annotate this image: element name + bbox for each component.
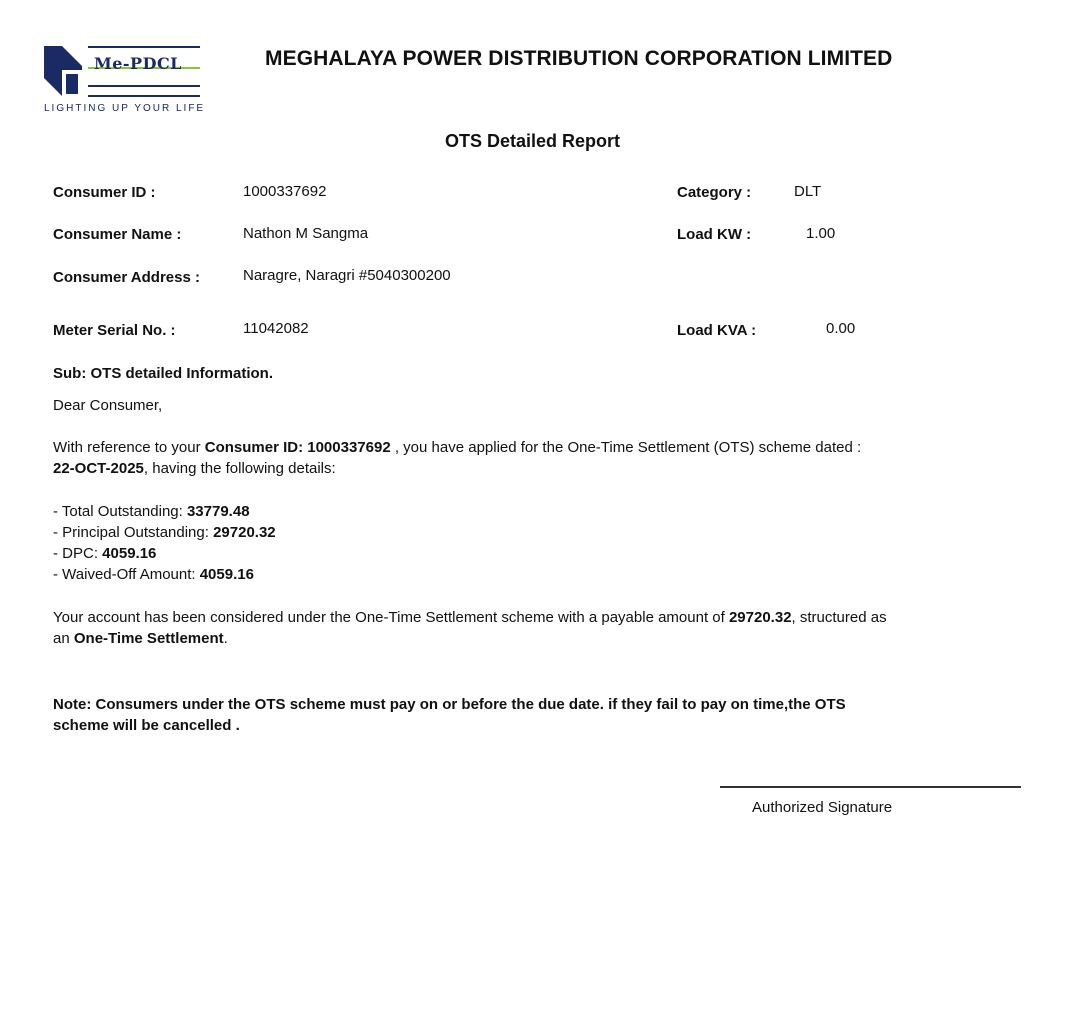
list-item-value: 33779.48 bbox=[186, 503, 250, 520]
logo-tagline: LIGHTING UP YOUR LIFE bbox=[44, 103, 206, 114]
list-item-label: - DPC: bbox=[53, 545, 103, 562]
consumer-name-value: Nathon M Sangma bbox=[243, 225, 369, 242]
account-end: . bbox=[223, 630, 228, 647]
list-item-label: - Waived-Off Amount: bbox=[53, 566, 200, 583]
account-line2-prefix: an bbox=[53, 630, 74, 647]
list-item-principal bbox=[53, 522, 276, 543]
note-paragraph bbox=[53, 694, 846, 736]
account-paragraph bbox=[53, 607, 1053, 649]
authorized-signature-label: Authorized Signature bbox=[752, 799, 893, 816]
settlement-type: One-Time Settlement bbox=[73, 630, 224, 647]
account-middle: , structured as bbox=[791, 609, 887, 626]
intro-suffix: , having the following details: bbox=[143, 460, 336, 477]
meter-serial-label: Meter Serial No. : bbox=[53, 322, 176, 339]
intro-prefix: With reference to your bbox=[53, 439, 205, 456]
amount-list bbox=[53, 501, 276, 585]
account-line-2 bbox=[53, 628, 1053, 649]
note-line-1: Note: Consumers under the OTS scheme must pay on or before the due date. if they fail to pay on time,the OTS bbox=[53, 696, 846, 713]
load-kw-label: Load KW : bbox=[677, 226, 752, 243]
meter-serial-value: 11042082 bbox=[243, 320, 309, 337]
intro-line-1 bbox=[53, 437, 1053, 458]
subject-line: Sub: OTS detailed Information. bbox=[53, 365, 274, 382]
consumer-id-label: Consumer ID : bbox=[53, 184, 156, 201]
consumer-address-label: Consumer Address : bbox=[53, 269, 200, 286]
list-item-waived bbox=[53, 564, 276, 585]
category-label: Category : bbox=[677, 184, 752, 201]
company-logo bbox=[42, 44, 204, 116]
note-line-2: scheme will be cancelled . bbox=[53, 717, 240, 734]
list-item-dpc bbox=[53, 543, 276, 564]
consumer-address-value: Naragre, Naragri #5040300200 bbox=[243, 267, 451, 284]
category-value: DLT bbox=[794, 183, 822, 200]
intro-line-2 bbox=[53, 458, 1053, 479]
intro-middle: , you have applied for the One-Time Settlement (OTS) scheme dated : bbox=[390, 439, 862, 456]
list-item-total bbox=[53, 501, 276, 522]
account-prefix: Your account has been considered under the One-Time Settlement scheme with a payable amount of bbox=[53, 609, 729, 626]
company-name: MEGHALAYA POWER DISTRIBUTION CORPORATION LIMITED bbox=[265, 47, 893, 70]
load-kva-value: 0.00 bbox=[826, 320, 856, 337]
load-kva-label: Load KVA : bbox=[677, 322, 757, 339]
list-item-label: - Principal Outstanding: bbox=[53, 524, 214, 541]
logo-brand: Me-PDCL bbox=[94, 54, 182, 73]
list-item-label: - Total Outstanding: bbox=[53, 503, 187, 520]
salutation: Dear Consumer, bbox=[53, 397, 163, 414]
intro-date: 22-OCT-2025 bbox=[53, 460, 144, 477]
intro-paragraph bbox=[53, 437, 1053, 479]
report-title: OTS Detailed Report bbox=[445, 131, 621, 151]
consumer-name-label: Consumer Name : bbox=[53, 226, 182, 243]
list-item-value: 29720.32 bbox=[213, 524, 276, 541]
load-kw-value: 1.00 bbox=[806, 225, 836, 242]
signature-line bbox=[720, 786, 1021, 788]
intro-consumer-id: Consumer ID: 1000337692 bbox=[204, 439, 391, 456]
payable-amount: 29720.32 bbox=[728, 609, 792, 626]
consumer-id-value: 1000337692 bbox=[243, 183, 327, 200]
list-item-value: 4059.16 bbox=[102, 545, 157, 562]
account-line-1 bbox=[53, 607, 1053, 628]
list-item-value: 4059.16 bbox=[199, 566, 254, 583]
